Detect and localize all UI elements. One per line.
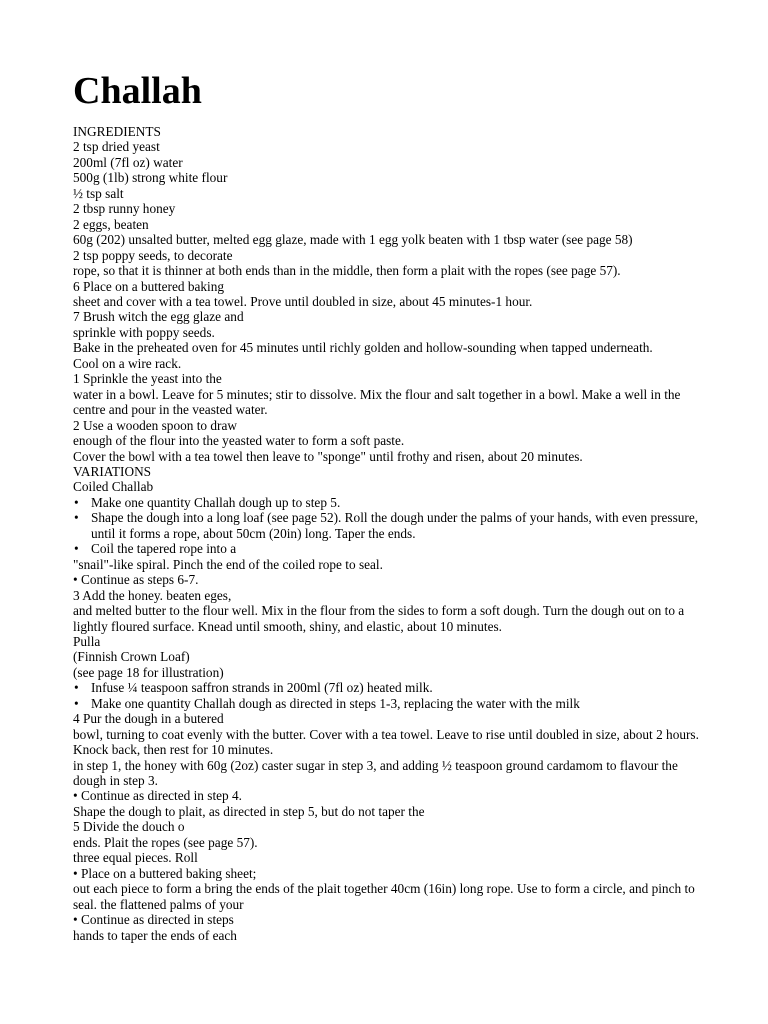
text-line: sheet and cover with a tea towel. Prove until doubled in size, about 45 minutes-1 hour.	[73, 293, 533, 309]
text-line: Bake in the preheated oven for 45 minutes until richly golden and hollow-sounding when tapped underneath.	[73, 340, 653, 356]
text-line: 2 eggs, beaten	[73, 216, 149, 232]
text-line: three equal pieces. Roll	[73, 850, 198, 866]
text-line: • Place on a buttered baking sheet;	[73, 865, 257, 881]
text-line: 7 Brush witch the egg glaze and	[73, 309, 244, 325]
text-line: INGREDIENTS	[73, 124, 161, 139]
recipe-body	[73, 124, 701, 943]
text-line: 2 tbsp runny honey	[73, 201, 176, 217]
bullet-line: • Make one quantity Challah dough as directed in steps 1-3, replacing the water with the milk	[73, 696, 701, 711]
text-line: • Continue as directed in steps	[73, 912, 234, 928]
recipe-page	[73, 66, 701, 943]
text-line: (Finnish Crown Loaf)	[73, 649, 190, 665]
text-line: rope, so that it is thinner at both ends than in the middle, then form a plait with the ropes (see page 57).	[73, 263, 621, 279]
text-line: 2 Use a wooden spoon to draw	[73, 417, 237, 433]
text-line: ½ tsp salt	[73, 185, 124, 201]
text-line: enough of the flour into the yeasted water to form a soft paste.	[73, 433, 405, 449]
text-line: (see page 18 for illustration)	[73, 664, 224, 680]
text-line: 60g (202) unsalted butter, melted egg glaze, made with 1 egg yolk beaten with 1 tbsp water (see page 58)	[73, 232, 633, 248]
text-line: 2 tsp poppy seeds, to decorate	[73, 247, 233, 263]
bullet-line: • Infuse ¼ teaspoon saffron strands in 200ml (7fl oz) heated milk.	[73, 680, 701, 695]
text-line: • Continue as steps 6-7.	[73, 572, 199, 588]
text-line: 4 Pur the dough in a butered	[73, 711, 224, 727]
text-line: ends. Plait the ropes (see page 57).	[73, 834, 258, 850]
text-line: • Continue as directed in step 4.	[73, 788, 242, 804]
text-line: 6 Place on a buttered baking	[73, 278, 225, 294]
bullet-line: • Make one quantity Challah dough up to step 5.	[73, 495, 701, 510]
text-line: hands to taper the ends of each	[73, 927, 237, 943]
text-line: 200ml (7fl oz) water	[73, 154, 183, 170]
text-line: bowl, turning to coat evenly with the butter. Cover with a tea towel. Leave to rise until doubled in size, about 2 hours. Knock back, then rest for 10 minutes.	[73, 726, 699, 758]
text-line: 5 Divide the douch o	[73, 819, 185, 835]
text-line: 2 tsp dried yeast	[73, 139, 160, 155]
text-line: Coiled Challab	[73, 479, 154, 495]
text-line: out each piece to form a bring the ends of the plait together 40cm (16in) long rope. Use to form a circle, and pinch to seal. the flattened palms of your	[73, 881, 695, 912]
text-line: sprinkle with poppy seeds.	[73, 324, 215, 340]
text-line: 500g (1lb) strong white flour	[73, 170, 228, 186]
bullet-line: • Shape the dough into a long loaf (see page 52). Roll the dough under the palms of your hands, with even pressure, until it forms a rope, about 50cm (20in) long. Taper the ends.	[73, 510, 701, 541]
text-line: 3 Add the honey. beaten eges,	[73, 587, 232, 603]
text-line: 1 Sprinkle the yeast into the	[73, 371, 222, 387]
text-line: in step 1, the honey with 60g (2oz) caster sugar in step 3, and adding ½ teaspoon ground cardamom to flavour the dough in step 3.	[73, 757, 678, 789]
text-line: "snail"-like spiral. Pinch the end of the coiled rope to seal.	[73, 556, 383, 572]
text-line: Cool on a wire rack.	[73, 355, 182, 371]
bullet-line: • Coil the tapered rope into a	[73, 541, 701, 556]
page-title: Challah	[73, 70, 202, 112]
text-line: water in a bowl. Leave for 5 minutes; stir to dissolve. Mix the flour and salt together in a bowl. Make a well in the centre and pour in the veasted water.	[73, 386, 681, 418]
text-line: Pulla	[73, 633, 101, 649]
text-line: VARIATIONS	[73, 463, 152, 479]
text-line: Cover the bowl with a tea towel then leave to "sponge" until frothy and risen, about 20 minutes.	[73, 448, 583, 464]
text-line: Shape the dough to plait, as directed in step 5, but do not taper the	[73, 803, 425, 819]
text-line: and melted butter to the flour well. Mix in the flour from the sides to form a soft dough. Turn the dough out on to a lightly floured surface. Knead until smooth, shiny, and elastic, about 10 minutes.	[73, 603, 685, 634]
